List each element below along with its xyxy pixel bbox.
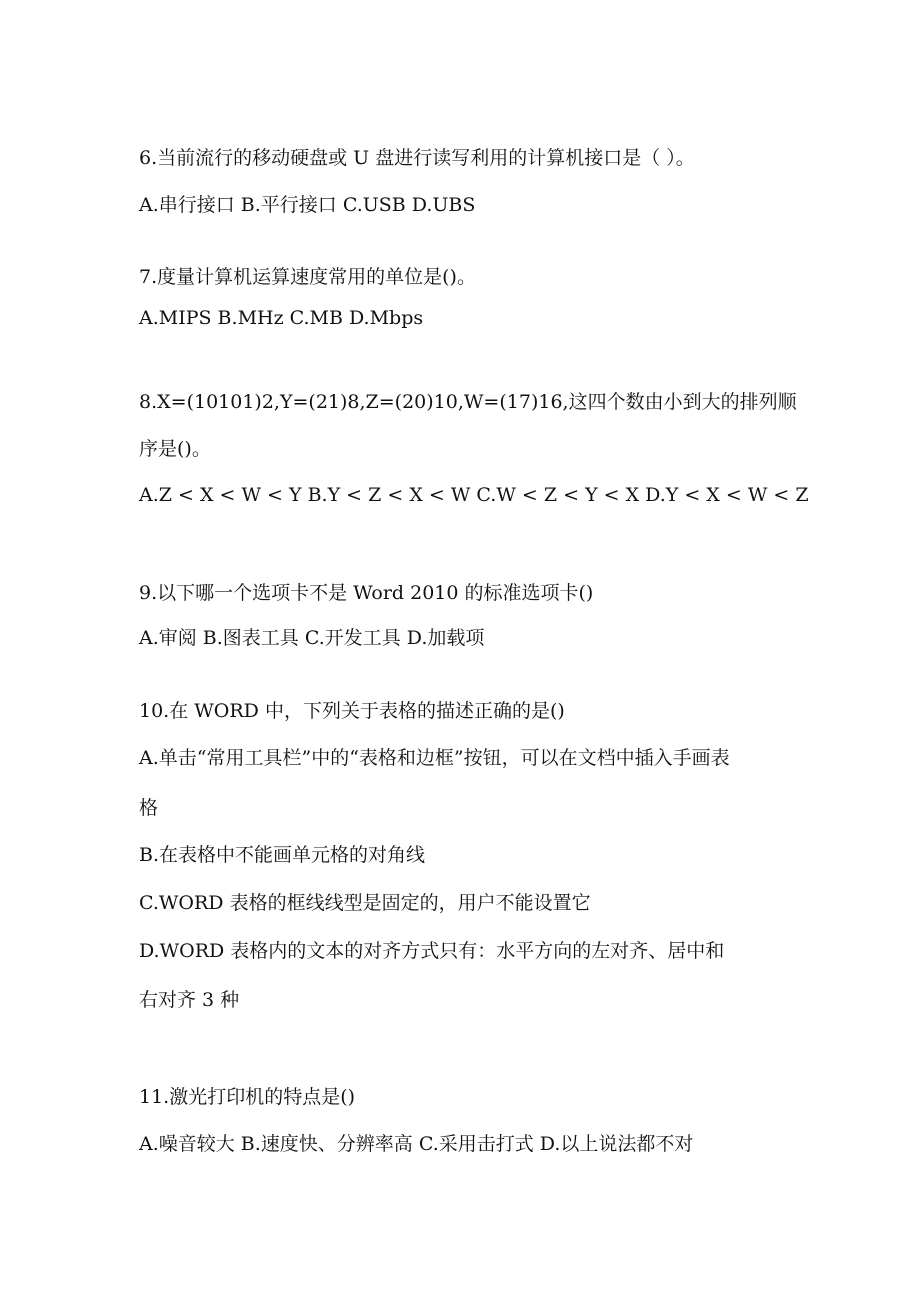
question-7-options: A.MIPS B.MHz C.MB D.Mbps: [139, 307, 424, 329]
question-8-text: 8.X=(10101)2,Y=(21)8,Z=(20)10,W=(17)16,这四个数由小到大的排列顺: [139, 391, 797, 413]
question-6-options: A.串行接口 B.平行接口 C.USB D.UBS: [139, 194, 476, 216]
question-8-text-cont: 序是()。: [139, 438, 211, 460]
question-10-option-a-cont: 格: [139, 797, 159, 819]
question-10-option-d: D.WORD 表格内的文本的对齐方式只有：水平方向的左对齐、居中和: [139, 940, 725, 962]
question-10-option-c: C.WORD 表格的框线线型是固定的，用户不能设置它: [139, 892, 591, 914]
question-10-option-a: A.单击“常用工具栏”中的“表格和边框”按钮，可以在文档中插入手画表: [139, 747, 730, 769]
question-11-options: A.噪音较大 B.速度快、分辨率高 C.采用击打式 D.以上说法都不对: [139, 1133, 694, 1155]
question-9-text: 9.以下哪一个选项卡不是 Word 2010 的标准选项卡(): [139, 582, 594, 604]
question-6-text: 6.当前流行的移动硬盘或 U 盘进行读写利用的计算机接口是（ ）。: [139, 147, 695, 169]
question-8-options: A.Z < X < W < Y B.Y < Z < X < W C.W < Z < Y < X D.Y < X < W < Z: [139, 484, 809, 506]
question-10-text: 10.在 WORD 中，下列关于表格的描述正确的是(): [139, 700, 565, 722]
question-9-options: A.审阅 B.图表工具 C.开发工具 D.加载项: [139, 627, 485, 649]
question-11-text: 11.激光打印机的特点是(): [139, 1086, 356, 1108]
question-10-option-b: B.在表格中不能画单元格的对角线: [139, 844, 426, 866]
question-7-text: 7.度量计算机运算速度常用的单位是()。: [139, 266, 476, 288]
question-10-option-d-cont: 右对齐 3 种: [139, 989, 240, 1011]
